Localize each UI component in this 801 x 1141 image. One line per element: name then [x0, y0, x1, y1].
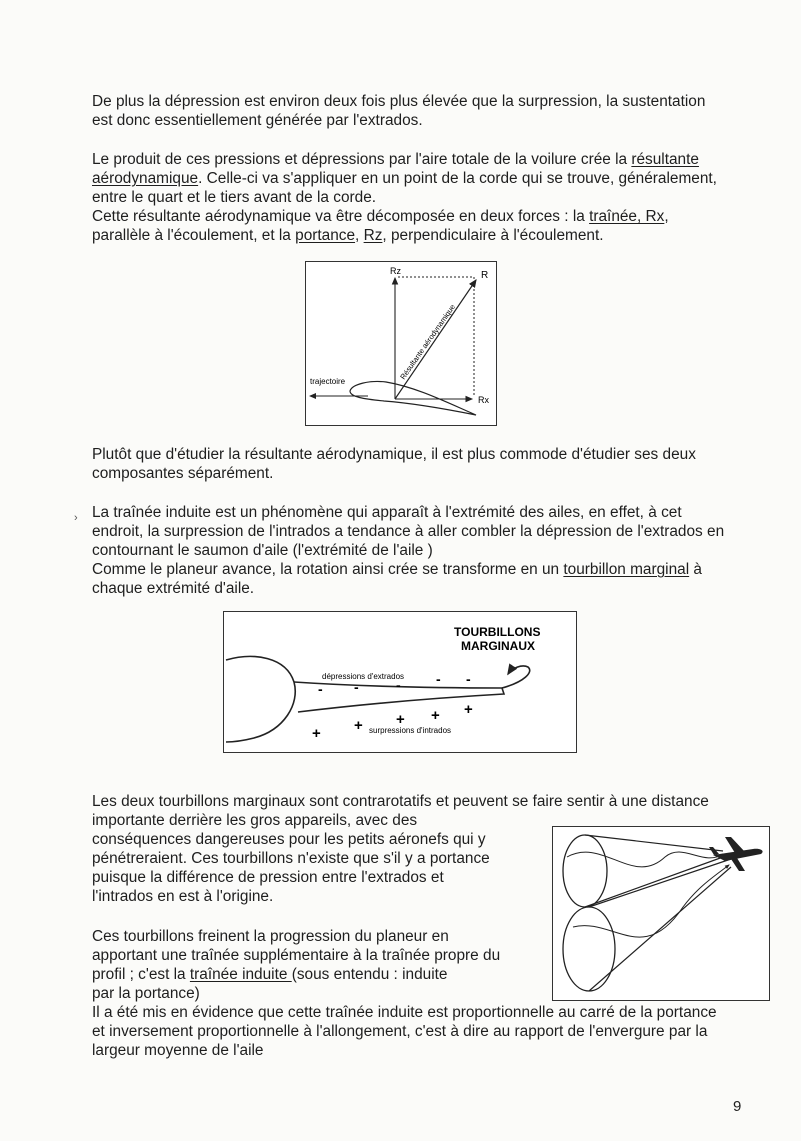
- minus-sign: -: [354, 679, 359, 695]
- text-line: entre le quart et le tiers avant de la corde.: [92, 189, 377, 206]
- minus-sign: -: [318, 681, 323, 697]
- lower-cone-edge: [589, 859, 731, 907]
- text-line: endroit, la surpression de l'intrados a tendance à aller combler la dépression de l'extrados en: [92, 523, 725, 540]
- text-span: , perpendiculaire à l'écoulement.: [382, 227, 604, 244]
- label-surpressions: surpressions d'intrados: [369, 726, 452, 735]
- minus-sign: -: [436, 671, 441, 687]
- label-depressions: dépressions d'extrados: [322, 672, 405, 681]
- plus-sign: +: [312, 725, 321, 742]
- paragraph-resultante: [92, 150, 782, 245]
- text-line: [92, 150, 782, 169]
- label-rx: Rx: [478, 395, 489, 405]
- text-line: Les deux tourbillons marginaux sont contrarotatifs et peuvent se faire sentir à une distance: [92, 793, 709, 810]
- figure-tourbillons-marginaux: [223, 611, 577, 753]
- text-line: chaque extrémité d'aile.: [92, 580, 255, 597]
- upper-cone-opening: [563, 835, 607, 907]
- text-line: largeur moyenne de l'aile: [92, 1042, 264, 1059]
- text-line: apportant une traînée supplémentaire à la traînée propre du: [92, 947, 501, 964]
- label-resultante: Résultante aérodynamique: [398, 302, 458, 382]
- text-line: puisque la différence de pression entre l'extrados et: [92, 869, 444, 886]
- text-line: contournant le saumon d'aile (l'extrémité de l'aile ): [92, 542, 433, 559]
- figure-force-decomposition: [305, 261, 497, 426]
- paragraph-depression: [92, 92, 782, 130]
- fuselage-outline: [226, 656, 295, 742]
- term-resultante: résultante: [631, 151, 699, 168]
- plus-sign: +: [354, 717, 363, 734]
- text-span: ,: [355, 227, 364, 244]
- plus-sign: +: [396, 711, 405, 728]
- text-span: (sous entendu : induite: [291, 966, 448, 983]
- text-line: pénétreraient. Ces tourbillons n'existe que s'il y a portance: [92, 850, 490, 867]
- text-line: [92, 169, 782, 188]
- paragraph-composantes: [92, 445, 782, 483]
- label-trajectoire: trajectoire: [310, 377, 346, 386]
- term-portance: portance: [295, 227, 356, 244]
- text-line: est donc essentiellement générée par l'extrados.: [92, 112, 423, 129]
- term-trainee-induite: traînée induite: [189, 966, 292, 983]
- paragraph-trainee-induite: [92, 503, 782, 598]
- text-span: Comme le planeur avance, la rotation ainsi crée se transforme en un: [92, 561, 564, 578]
- text-line: [92, 226, 782, 245]
- text-span: à: [689, 561, 702, 578]
- page-number: 9: [733, 1098, 742, 1115]
- text-span: ,: [664, 208, 669, 225]
- force-diagram: [306, 262, 496, 425]
- text-line: importante derrière les gros appareils, avec des: [92, 812, 418, 829]
- term-rz: Rz: [363, 227, 383, 244]
- text-line: Ces tourbillons freinent la progression du planeur en: [92, 928, 449, 945]
- vortex-swirl: [502, 666, 530, 688]
- upper-cone-edge: [585, 835, 723, 851]
- plus-sign: +: [431, 707, 440, 724]
- text-line: l'intrados en est à l'origine.: [92, 888, 274, 905]
- term-trainee-rx: traînée, Rx: [589, 208, 665, 225]
- text-span: profil ; c'est la: [92, 966, 190, 983]
- text-line: [92, 965, 782, 984]
- text-line: De plus la dépression est environ deux fois plus élevée que la surpression, la sustentation: [92, 93, 706, 110]
- label-r: R: [481, 270, 489, 281]
- minus-sign: -: [396, 677, 401, 693]
- text-line: [92, 560, 782, 579]
- paragraph-freinent: [92, 927, 782, 1060]
- text-span: . Celle-ci va s'appliquer en un point de la corde qui se trouve, généralement,: [198, 170, 717, 187]
- label-rz: Rz: [390, 266, 401, 276]
- text-line: par la portance): [92, 985, 200, 1002]
- aircraft-tail: [709, 847, 719, 855]
- text-line: La traînée induite est un phénomène qui apparaît à l'extrémité des ailes, en effet, à cet: [92, 504, 682, 521]
- text-line: Il a été mis en évidence que cette traînée induite est proportionnelle au carré de la portance: [92, 1004, 717, 1021]
- text-line: et inversement proportionnelle à l'allongement, c'est à dire au rapport de l'envergure par la: [92, 1023, 708, 1040]
- vortex-diagram: [224, 612, 576, 752]
- title-marginaux: MARGINAUX: [461, 639, 535, 653]
- text-line: conséquences dangereuses pour les petits aéronefs qui y: [92, 831, 486, 848]
- upper-cone-helix: [567, 852, 723, 867]
- term-aerodynamique: aérodynamique: [92, 170, 199, 187]
- airfoil-profile: [350, 381, 476, 415]
- text-span: Le produit de ces pressions et dépressions par l'aire totale de la voilure crée la: [92, 151, 632, 168]
- resultant-arrow: [395, 280, 476, 399]
- title-tourbillons: TOURBILLONS: [454, 625, 541, 639]
- text-line: composantes séparément.: [92, 465, 274, 482]
- text-line: [92, 207, 782, 226]
- text-span: Cette résultante aérodynamique va être décomposée en deux forces : la: [92, 208, 590, 225]
- margin-mark: ›: [74, 512, 78, 524]
- term-tourbillon-marginal: tourbillon marginal: [563, 561, 690, 578]
- text-span: parallèle à l'écoulement, et la: [92, 227, 296, 244]
- text-line: Plutôt que d'étudier la résultante aérodynamique, il est plus commode d'étudier ses deux: [92, 446, 696, 463]
- minus-sign: -: [466, 671, 471, 687]
- plus-sign: +: [464, 701, 473, 718]
